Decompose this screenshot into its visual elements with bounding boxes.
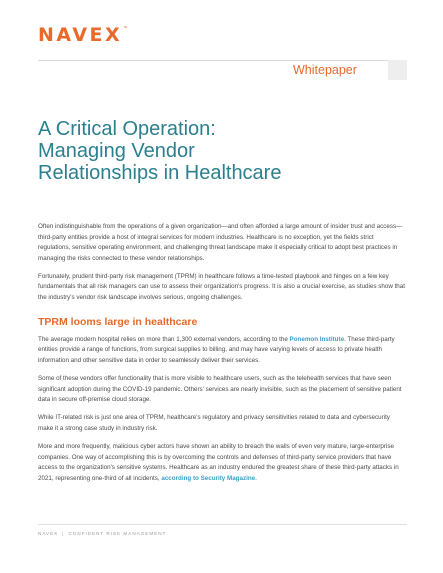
title-line-3: Relationships in Healthcare	[38, 162, 282, 184]
intro-paragraph-1: Often indistinguishable from the operations of a given organization—and often afforded a large amount of insider trust and access—third-party entities provide a host of integral services for modern industries. Healthcare is no exception, yet the fields strict regulations, sensitive operating environment, and challenging threat landscape make it especially critical to adopt best practices in managing the risks connected to these vendor relationships.	[38, 223, 403, 262]
trademark-mark: ™	[123, 26, 129, 32]
navex-logo	[38, 24, 128, 46]
page-footer	[38, 531, 166, 536]
document-type-tag	[289, 60, 407, 80]
logo-text: NAVEX	[38, 24, 123, 46]
footer-brand: NAVEX	[38, 531, 59, 536]
footer-tagline: CONFIDENT RISK MANAGEMENT	[68, 531, 167, 536]
section-paragraph-2: Some of these vendors offer functionality that is more visible to healthcare users, such as the telehealth services that have seen significant adoption during the COVID-19 pandemic. Others' services are nearly invisible, such as the placement of sensitive patient data in secure off-premise cloud storage.	[38, 374, 402, 404]
paragraph-text: .	[255, 474, 257, 482]
footer-divider	[38, 524, 407, 525]
title-line-1: A Critical Operation:	[38, 118, 216, 140]
section-paragraph-3: While IT-related risk is just one area of TPRM, healthcare's regulatory and privacy sensitivities related to data and cybersecurity make it a strong case study in industry risk.	[38, 414, 390, 432]
section-paragraph-4	[38, 442, 406, 484]
document-type-label: Whitepaper	[293, 63, 357, 77]
paragraph-text: The average modern hospital relies on more than 1,300 external vendors, according to the	[38, 335, 290, 343]
article-body	[38, 222, 406, 492]
ponemon-institute-link[interactable]: Ponemon Institute	[289, 335, 345, 343]
paragraph-text: More and more frequently, malicious cyber actors have shown an ability to breach the walls of even very mature, large-enterprise companies. One way of accomplishing this is by overcoming the controls and defenses of third-party service providers that have access to the organization's sensitive systems. Healthcare as an industry endured the greatest share of these third-party attacks in 2021, representing one-third of all incidents,	[38, 442, 399, 482]
paragraph-text: . These third-party entities provide a range of functions, from surgical supplies to billing, and may have varying levels of access to private health information and other sensitive data in order to seamlessly deliver their services.	[38, 335, 395, 364]
section-heading: TPRM looms large in healthcare	[38, 315, 198, 328]
section-paragraph-1	[38, 335, 406, 367]
title-line-2: Managing Vendor	[38, 140, 195, 162]
intro-paragraph-2: Fortunately, prudent third-party risk management (TPRM) in healthcare follows a time-tested playbook and hinges on a few key fundamentals that all risk managers can use to assess their organization's progress. It is also a crucial exercise, as studies show that the industry's vendor risk landscape involves serious, ongoing challenges.	[38, 272, 405, 302]
footer-separator: |	[62, 531, 65, 536]
security-magazine-link[interactable]: according to Security Magazine	[161, 474, 256, 482]
tag-accent-block	[388, 60, 407, 80]
page-title	[38, 118, 368, 184]
